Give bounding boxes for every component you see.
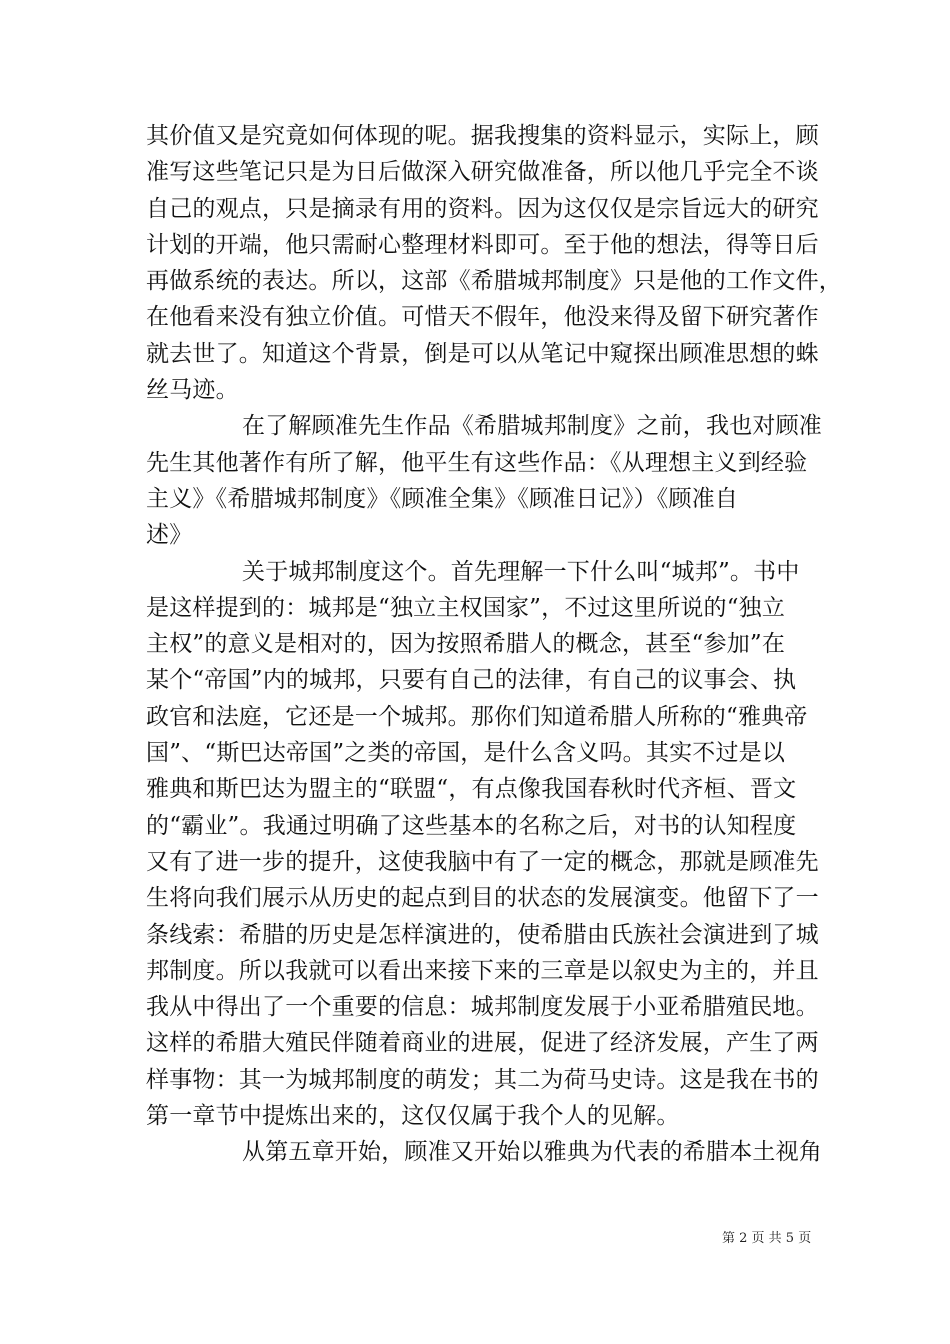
text-line: 计划的开端，他只需耐心整理材料即可。至于他的想法，得等日后 xyxy=(146,231,819,258)
text-line: 又有了进一步的提升，这使我脑中有了一定的概念，那就是顾准先 xyxy=(146,848,819,875)
text-line: 国”、“斯巴达帝国”之类的帝国，是什么含义吗。其实不过是以 xyxy=(146,740,786,767)
text-line: 自己的观点，只是摘录有用的资料。因为这仅仅是宗旨远大的研究 xyxy=(146,195,819,222)
text-line: 其价值又是究竟如何体现的呢。据我搜集的资料显示，实际上，顾 xyxy=(146,123,819,149)
text-line: 在他看来没有独立价值。可惜天不假年，他没来得及留下研究著作 xyxy=(146,304,819,331)
text-line: 我从中得出了一个重要的信息：城邦制度发展于小亚希腊殖民地。 xyxy=(146,994,819,1021)
text-line: 准写这些笔记只是为日后做深入研究做准备，所以他几乎完全不谈 xyxy=(146,159,819,186)
paragraph-start-line: 在了解顾准先生作品《希腊城邦制度》之前，我也对顾准 xyxy=(242,413,822,440)
text-line: 主义》《希腊城邦制度》《顾准全集》《顾准日记》）《顾准自 xyxy=(146,485,739,512)
text-line: 第一章节中提炼出来的，这仅仅属于我个人的见解。 xyxy=(146,1103,680,1130)
text-line: 样事物：其一为城邦制度的萌发；其二为荷马史诗。这是我在书的 xyxy=(146,1066,819,1093)
body-text xyxy=(146,118,842,1171)
paragraph-start-line: 关于城邦制度这个。首先理解一下什么叫“城邦”。书中 xyxy=(242,558,800,585)
text-line: 丝马迹。 xyxy=(146,377,239,404)
text-line: 某个“帝国”内的城邦，只要有自己的法律，有自己的议事会、执 xyxy=(146,667,797,694)
text-line: 的“霸业”。我通过明确了这些基本的名称之后，对书的认知程度 xyxy=(146,812,797,839)
text-line: 这样的希腊大殖民伴随着商业的进展，促进了经济发展，产生了两 xyxy=(146,1030,819,1057)
text-line: 生将向我们展示从历史的起点到目的状态的发展演变。他留下了一 xyxy=(146,885,819,912)
text-line: 先生其他著作有所了解，他平生有这些作品：《从理想主义到经验 xyxy=(146,449,808,476)
text-line: 邦制度。所以我就可以看出来接下来的三章是以叙史为主的，并且 xyxy=(146,957,819,984)
page-footer: 第 2 页 共 5 页 xyxy=(722,1231,812,1246)
text-line: 述》 xyxy=(146,522,193,549)
text-line: 条线索：希腊的历史是怎样演进的，使希腊由氏族社会演进到了城 xyxy=(146,921,819,948)
text-line: 再做系统的表达。所以，这部《希腊城邦制度》只是他的工作文件， xyxy=(146,268,842,295)
text-line: 政官和法庭，它还是一个城邦。那你们知道希腊人所称的“雅典帝 xyxy=(146,703,808,730)
text-line: 雅典和斯巴达为盟主的“联盟“，有点像我国春秋时代齐桓、晋文 xyxy=(146,776,797,803)
text-line: 主权”的意义是相对的，因为按照希腊人的概念，甚至“参加”在 xyxy=(146,631,786,658)
paragraph-start-line: 从第五章开始，顾准又开始以雅典为代表的希腊本土视角 xyxy=(242,1139,822,1166)
text-line: 是这样提到的：城邦是“独立主权国家”，不过这里所说的“独立 xyxy=(146,594,786,621)
text-line: 就去世了。知道这个背景，倒是可以从笔记中窥探出顾准思想的蛛 xyxy=(146,340,819,367)
